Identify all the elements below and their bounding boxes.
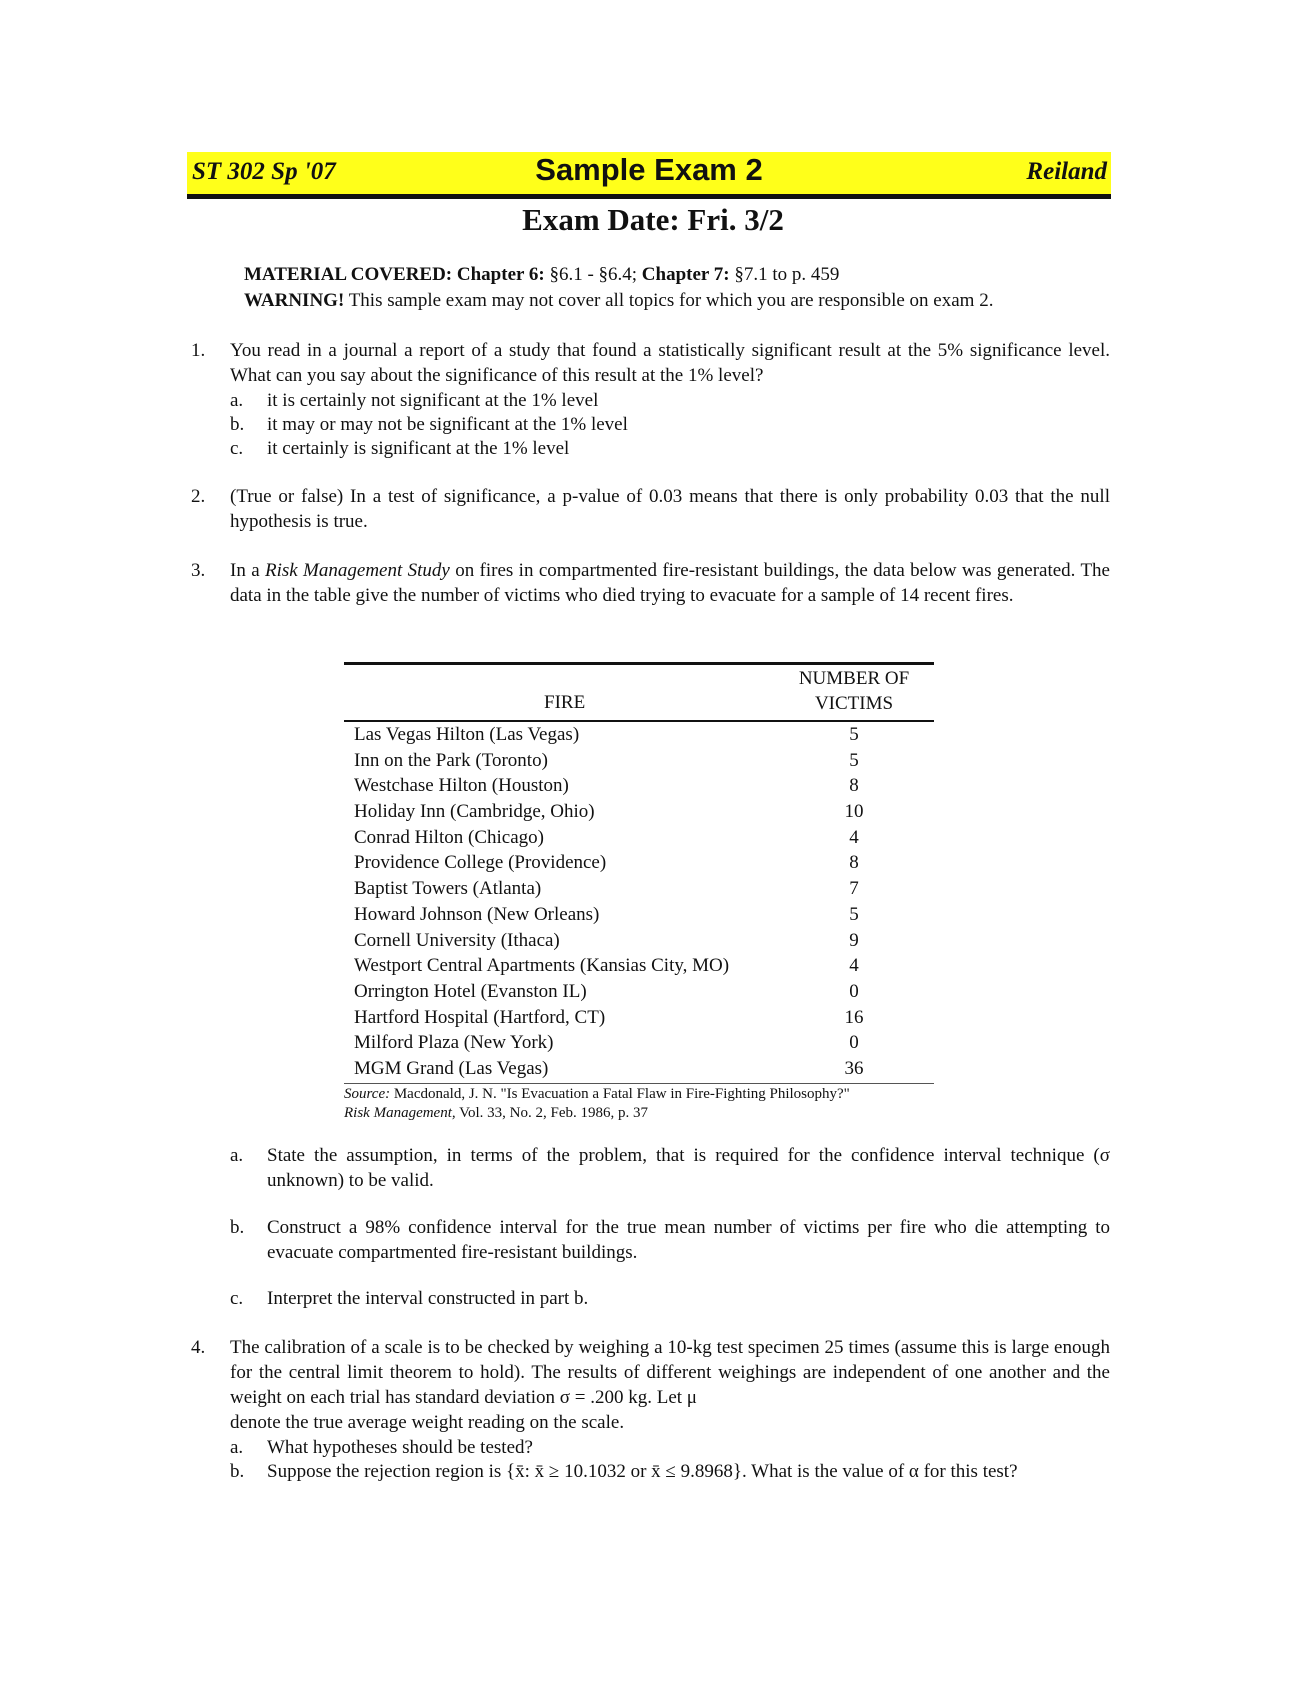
exam-page: ST 302 Sp '07 Sample Exam 2 Reiland Exam Date: Fri. 3/2 MATERIAL COVERED: Chapter 6: §6.1 - §6.4; Chapter 7: §7.1 to p. 459 WARNING! This sample exam may not cover all topics for which you are responsible on exam 2. 1. You read in a journal a report of a study that found a statistically significant result at the 5% significance level. What can you say about the significance of this result at the 1% level? a. it is certainly not significant at the 1% level b. it may or may not be significant at the 1% level c. it certainly is significant at the 1% level 2. (True or false) In a test of significance, a p-value of 0.03 means that there is only probability 0.03 that the null hypothesis is true. 3. In a Risk Management Study on fires in compartmented fire-resistant buildings, the data below was generated. The data in the table give the number of victims who died trying to evacuate for a sample of 14 recent fires. FIRE NUMBER OF VICTIMS Las Vegas Hilton (Las Vegas) 5 Inn on the Park (Toronto) 5 Westchase Hilton (Houston) 8 Holiday Inn (Cambridge, Ohio) 10 Conrad Hilton (Chicago) 4 Providence College (Providence) 8 Baptist Towers (Atlanta) 7 Howard Johnson (New Orleans) 5 Cornell University (Ithaca) 9 Westport Central Apartments (Kansias City, MO) 4 Orrington Hotel (Evanston IL) 0 Hartford Hospital (Hartford, CT) 16 Milford Plaza (New York) 0 MGM Grand (Las Vegas) 36 Source: Macdonald, J. N. "Is Evacuation a Fatal Flaw in Fire-Fighting Philosophy?" Risk Management, Vol. 33, No. 2, Feb. 1986, p. 37 a. State the assumption, in terms of the problem, that is required for the confidence interval technique (σ unknown) to be valid. b. Construct a 98% confidence interval for the true mean number of victims per fire who die attempting to evacuate compartmented fire-resistant buildings. c. Interpret the interval constructed in part b. 4. The calibration of a scale is to be checked by weighing a 10-kg test specimen 25 times (assume this is large enough for the central limit theorem to hold). The results of different weighings are independent of one another and the weight on each trial has standard deviation σ = .200 kg. Let μ denote the true average weight reading on the scale. a. What hypotheses should be tested? b. Suppose the rejection region is {x̄: x̄ ≥ 10.1032 or x̄ ≤ 9.8968}. What is the value of α for this test? [0,0,1306,1692]
question-1-text: You read in a journal a report of a study that found a statistically significant result at the 5% significance level. What can you say about the significance of this result at the 1% level? [230,340,1110,386]
table-row [344,748,934,774]
table-source [344,1085,850,1123]
question-4-text: The calibration of a scale is to be checked by weighing a 10-kg test specimen 25 times (assume this is large enough for the central limit theorem to hold). The results of different weighings are independent of one another and the weight on each trial has standard deviation σ = .200 kg. Let μ denote the true average weight reading on the scale. [230,1337,1110,1433]
instructor-name: Reiland [1026,158,1107,185]
victim-count: 8 [849,775,859,797]
victim-count: 4 [849,955,859,977]
table-bottom-rule [344,1083,934,1084]
fire-name: Conrad Hilton (Chicago) [354,826,544,848]
source-line-2: Risk Management, Vol. 33, No. 2, Feb. 1986, p. 37 [344,1105,649,1121]
victim-count: 5 [849,749,859,771]
table-row [344,979,934,1005]
fire-name: Westport Central Apartments (Kansias City, MO) [354,955,730,977]
victim-count: 0 [849,980,859,1002]
question-3-text: In a Risk Management Study on fires in compartmented fire-resistant buildings, the data below was generated. The data in the table give the number of victims who died trying to evacuate for a sample of 14 recent fires. [230,560,1110,606]
header-bar [187,152,1111,199]
material-line: MATERIAL COVERED: Chapter 6: §6.1 - §6.4; Chapter 7: §7.1 to p. 459 [244,264,840,285]
victim-count: 4 [849,826,859,848]
fire-name: Cornell University (Ithaca) [354,929,560,951]
material-covered [244,262,993,314]
table-row [344,1056,934,1082]
fire-name: Westchase Hilton (Houston) [354,775,569,797]
table-row [344,722,934,748]
fire-name: Holiday Inn (Cambridge, Ohio) [354,801,595,823]
course-code: ST 302 Sp '07 [192,158,336,185]
source-line-1: Source: Macdonald, J. N. "Is Evacuation a Fatal Flaw in Fire-Fighting Philosophy?" [344,1086,850,1102]
table-row [344,1030,934,1056]
table-row [344,928,934,954]
victim-count: 5 [849,724,859,745]
table-row [344,876,934,902]
table-row [344,799,934,825]
victim-count: 8 [849,852,859,874]
table-row [344,953,934,979]
column-header-victims: NUMBER OF VICTIMS [798,668,910,714]
fire-name: Hartford Hospital (Hartford, CT) [354,1006,606,1028]
victim-count: 7 [849,878,859,900]
table-top-rule [344,662,934,665]
table-row [344,902,934,928]
fire-name: MGM Grand (Las Vegas) [354,1057,549,1079]
victim-count: 0 [849,1032,859,1054]
table-row [344,773,934,799]
victim-count: 9 [849,929,859,951]
victim-count: 5 [849,903,859,925]
table-body [344,722,934,1082]
fire-name: Las Vegas Hilton (Las Vegas) [354,724,580,745]
table-row [344,1005,934,1031]
fire-name: Inn on the Park (Toronto) [354,749,548,771]
victim-count: 16 [844,1006,864,1028]
fire-name: Providence College (Providence) [354,852,607,874]
fire-name: Howard Johnson (New Orleans) [354,903,600,925]
column-header-fire: FIRE [544,692,586,713]
table-row [344,825,934,851]
exam-title: Sample Exam 2 [535,152,763,187]
fire-name: Orrington Hotel (Evanston IL) [354,980,587,1002]
victim-count: 36 [844,1057,864,1079]
warning-line: WARNING! This sample exam may not cover all topics for which you are responsible on exam 2. [244,290,994,311]
question-2-text: (True or false) In a test of significance, a p-value of 0.03 means that there is only probability 0.03 that the null hypothesis is true. [230,486,1110,532]
exam-date: Exam Date: Fri. 3/2 [522,202,784,237]
table-row [344,850,934,876]
fire-name: Milford Plaza (New York) [354,1032,554,1054]
fire-name: Baptist Towers (Atlanta) [354,878,542,900]
victim-count: 10 [844,801,864,823]
